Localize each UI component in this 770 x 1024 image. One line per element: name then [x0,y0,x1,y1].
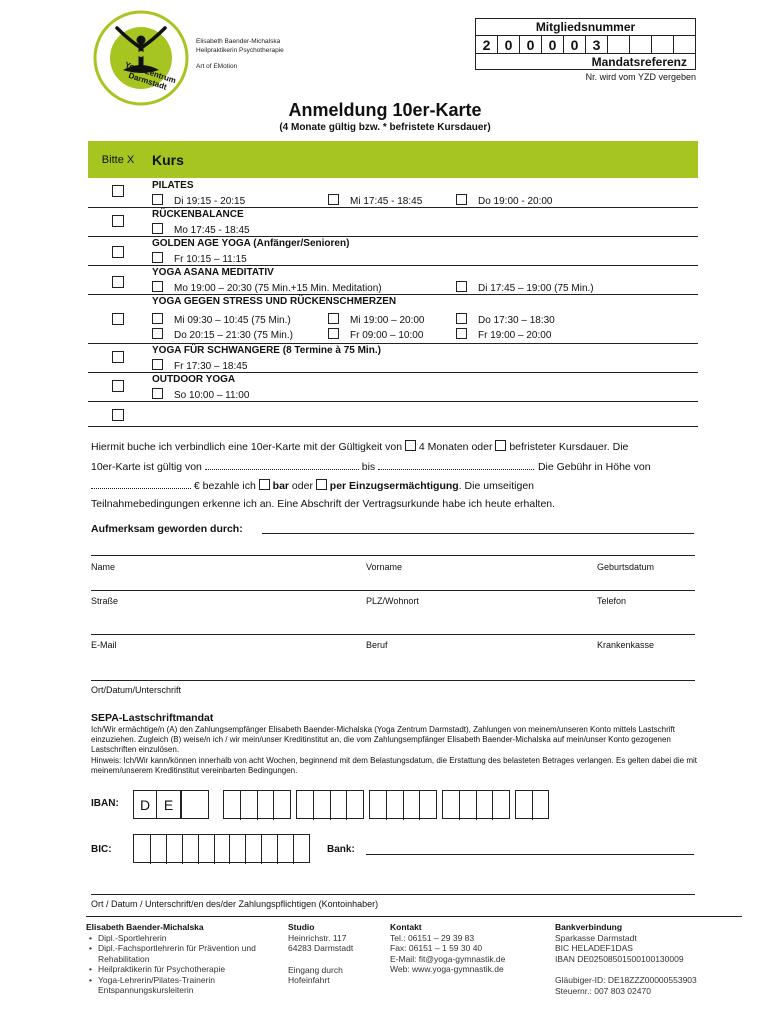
bank-label: Bank: [327,844,355,855]
booking-line-1: Hiermit buche ich verbindlich eine 10er-Karte mit der Gültigkeit von 4 Monaten oder befristeter Kursdauer. Die [91,441,629,453]
slot-checkbox[interactable] [456,281,467,292]
slot-checkbox[interactable] [152,388,163,399]
footer-person: Elisabeth Baender-Michalska • Dipl.-Sportlehrerin • Dipl.-Fachsportlehrerin für Prävention und Rehabilitation • Heilpraktikerin für Psychotherapie • Yoga-Lehrerin/Pilates-Trainerin Entspannungskursleiterin [86,922,276,996]
footer-email-link[interactable]: E-Mail: fit@yoga-gymnastik.de [390,953,506,964]
field-line[interactable] [91,680,695,681]
kurs-label: Kurs [152,151,184,168]
select-extra-checkbox[interactable] [112,409,124,421]
slot-stress-3[interactable]: Do 17:30 – 18:30 [456,313,555,326]
course-divider [88,343,698,344]
course-divider [88,372,698,373]
four-months-checkbox[interactable] [405,440,416,451]
member-digit[interactable]: 0 [498,36,520,53]
slot-stress-1[interactable]: Mi 09:30 – 10:45 (75 Min.) [152,313,291,326]
iban-group[interactable] [181,790,209,819]
footer-web-link[interactable]: Web: www.yoga-gymnastik.de [390,964,504,974]
select-asana-checkbox[interactable] [112,276,124,288]
fee-field[interactable] [91,479,191,489]
bic-field[interactable] [133,834,310,863]
slot-outdoor-1[interactable]: So 10:00 – 11:00 [152,388,249,401]
aufmerksam-label: Aufmerksam geworden durch: [91,523,243,535]
member-digit[interactable]: 2 [476,36,498,53]
beruf-label: Beruf [366,640,388,650]
member-number-title: Mitgliedsnummer [476,19,695,36]
select-stress-checkbox[interactable] [112,313,124,325]
booking-line-2: 10er-Karte ist gültig von bis . Die Gebühr in Höhe von [91,461,651,473]
member-number-digits [476,36,695,54]
slot-checkbox[interactable] [152,313,163,324]
slot-pilates-1[interactable]: Di 19:15 - 20:15 [152,194,245,207]
footer-qualification: Dipl.-Fachsportlehrerin für Prävention und Rehabilitation [98,943,256,964]
valid-to-field[interactable] [378,460,532,470]
krankenkasse-label: Krankenkasse [597,640,655,650]
footer-qualification: Heilpraktikerin für Psychotherapie [98,964,226,974]
geburtsdatum-label: Geburtsdatum [597,562,655,572]
course-header-bar [88,141,698,178]
member-digit[interactable] [630,36,652,53]
logo-ring-text: Yoga Zentrum Darmstadt [123,60,178,92]
slot-stress-2[interactable]: Mi 19:00 – 20:00 [328,313,425,326]
iban-char: D [134,791,157,818]
slot-checkbox[interactable] [456,194,467,205]
footer-qualification: Dipl.-Sportlehrerin [98,932,167,943]
email-label: E-Mail [91,640,117,650]
course-outdoor-name: OUTDOOR YOGA [152,374,236,385]
field-line [91,555,695,556]
member-digit[interactable] [652,36,674,53]
logo-text [196,37,284,71]
footer-divider [86,916,742,917]
telefon-label: Telefon [597,596,627,606]
course-divider [88,426,698,427]
slot-checkbox[interactable] [152,359,163,370]
bank-field[interactable] [366,854,694,855]
slot-pilates-3[interactable]: Do 19:00 - 20:00 [456,194,553,207]
logo-line-1: Elisabeth Baender-Michalska [196,38,281,45]
slot-asana-1[interactable]: Mo 19:00 – 20:30 (75 Min.+15 Min. Meditation) [152,281,382,294]
mandate-reference-label: Mandatsreferenz [591,55,687,69]
slot-checkbox[interactable] [328,313,339,324]
slot-schwanger-1[interactable]: Fr 17:30 – 18:45 [152,359,247,372]
bitte-x-label: Bitte X [101,153,135,166]
iban-group[interactable] [223,790,291,819]
sepa-text-2: Hinweis: Ich/Wir kann/können innerhalb von acht Wochen, beginnend mit dem Belastungsdatum, die Erstattung des belasteten Betrages verlangen. Es gelten dabei die mit meinem/unserem Kreditinstitut vereinbarten Bedingungen. [91,756,697,775]
field-line[interactable] [91,590,695,591]
iban-group[interactable] [369,790,437,819]
valid-from-field[interactable] [205,460,359,470]
select-outdoor-checkbox[interactable] [112,380,124,392]
logo-line-3: Art of EMotion [196,63,238,70]
select-golden-checkbox[interactable] [112,246,124,258]
footer-bank: Bankverbindung Sparkasse Darmstadt BIC HELADEF1DAS IBAN DE02508501500100130009 Gläubiger-ID: DE18ZZZ00000553903 Steuernr.: 007 803 02470 [555,922,697,996]
course-divider [88,236,698,237]
footer-kontakt: Kontakt Tel.: 06151 – 29 39 83 Fax: 06151 – 1 59 30 40 E-Mail: fit@yoga-gymnastik.de Web: www.yoga-gymnastik.de [390,922,506,974]
iban-group[interactable] [515,790,549,819]
slot-checkbox[interactable] [456,313,467,324]
footer-person-name: Elisabeth Baender-Michalska [86,922,204,932]
slot-stress-5[interactable]: Fr 09:00 – 10:00 [328,328,423,341]
bic-label: BIC: [91,844,112,855]
ort-datum-label: Ort/Datum/Unterschrift [91,685,182,695]
course-golden-name: GOLDEN AGE YOGA (Anfänger/Senioren) [152,238,350,249]
slot-checkbox[interactable] [456,328,467,339]
vorname-label: Vorname [366,562,403,572]
iban-char: E [163,796,174,813]
slot-checkbox[interactable] [152,328,163,339]
slot-checkbox[interactable] [152,252,163,263]
member-digit[interactable]: 3 [586,36,608,53]
field-line[interactable] [91,634,695,635]
course-divider [88,294,698,295]
signature-line[interactable] [91,894,695,895]
limited-duration-checkbox[interactable] [495,440,506,451]
iban-group[interactable] [442,790,510,819]
course-asana-name: YOGA ASANA MEDITATIV [152,267,274,278]
slot-stress-4[interactable]: Do 20:15 – 21:30 (75 Min.) [152,328,293,341]
footer-studio: Studio Heinrichstr. 117 64283 Darmstadt Eingang durch Hofeinfahrt [288,922,354,985]
member-number-box [475,18,696,70]
footer-qualification: Yoga-Lehrerin/Pilates-Trainerin Entspannungskursleiterin [98,974,216,995]
slot-asana-2[interactable]: Di 17:45 – 19:00 (75 Min.) [456,281,594,294]
slot-ruecken-1[interactable]: Mo 17:45 - 18:45 [152,223,250,236]
page-title: Anmeldung 10er-Karte [288,100,482,120]
slot-checkbox[interactable] [152,194,163,205]
member-digit[interactable] [674,36,695,53]
booking-line-4: Teilnahmebedingungen erkenne ich an. Eine Abschrift der Vertragsurkunde habe ich heute erhalten. [91,498,556,510]
course-pilates-name: PILATES [152,180,194,191]
member-digit[interactable]: 0 [564,36,586,53]
plz-label: PLZ/Wohnort [366,596,419,606]
course-divider [88,401,698,402]
logo-line-2: Heilpraktikerin Psychotherapie [196,47,284,54]
strasse-label: Straße [91,596,119,606]
member-number-note: Nr. wird vom YZD vergeben [585,72,696,82]
slot-checkbox[interactable] [328,194,339,205]
sepa-signature-label: Ort / Datum / Unterschrift/en des/der Zahlungspflichtigen (Kontoinhaber) [91,899,379,909]
member-digit[interactable]: 0 [520,36,542,53]
select-pilates-checkbox[interactable] [112,185,124,197]
slot-checkbox[interactable] [152,223,163,234]
select-ruecken-checkbox[interactable] [112,215,124,227]
course-ruecken-name: RÜCKENBALANCE [152,209,244,220]
sepa-text-1: Ich/Wir ermächtige/n (A) den Zahlungsempfänger Elisabeth Baender-Michalska (Yoga Zentrum Darmstadt), Zahlungen von meinem/unseren Konto mittels Lastschrift einzuziehen. Zugleich (B) weise/n ich / wir mein/unser Kreditinstitut an, die vom Zahlungsempfänger Elisabeth Baender-Michalska auf mein/unser Konto gezogenen Lastschriften einzulösen. [91,725,675,754]
member-digit[interactable]: 0 [542,36,564,53]
aufmerksam-field[interactable] [262,533,694,534]
iban-group[interactable] [296,790,364,819]
course-divider [88,207,698,208]
slot-golden-1[interactable]: Fr 10:15 – 11:15 [152,252,247,265]
iban-label: IBAN: [91,798,119,809]
slot-stress-6[interactable]: Fr 19:00 – 20:00 [456,328,551,341]
name-label: Name [91,562,116,572]
select-schwanger-checkbox[interactable] [112,351,124,363]
booking-line-3: € bezahle ich bar oder per Einzugsermächtigung. Die umseitigen [91,479,534,492]
direct-debit-checkbox[interactable] [316,479,327,490]
cash-checkbox[interactable] [259,479,270,490]
sepa-title: SEPA-Lastschriftmandat [91,712,214,724]
course-divider [88,265,698,266]
slot-checkbox[interactable] [152,281,163,292]
slot-checkbox[interactable] [328,328,339,339]
slot-pilates-2[interactable]: Mi 17:45 - 18:45 [328,194,422,207]
member-digit[interactable] [608,36,630,53]
course-schwanger-name: YOGA FÜR SCHWANGERE (8 Termine à 75 Min.) [152,345,381,356]
course-stress-name: YOGA GEGEN STRESS UND RÜCKENSCHMERZEN [152,296,397,307]
page-subtitle: (4 Monate gültig bzw. * befristete Kursdauer) [279,122,491,133]
iban-group-country[interactable] [133,790,181,819]
